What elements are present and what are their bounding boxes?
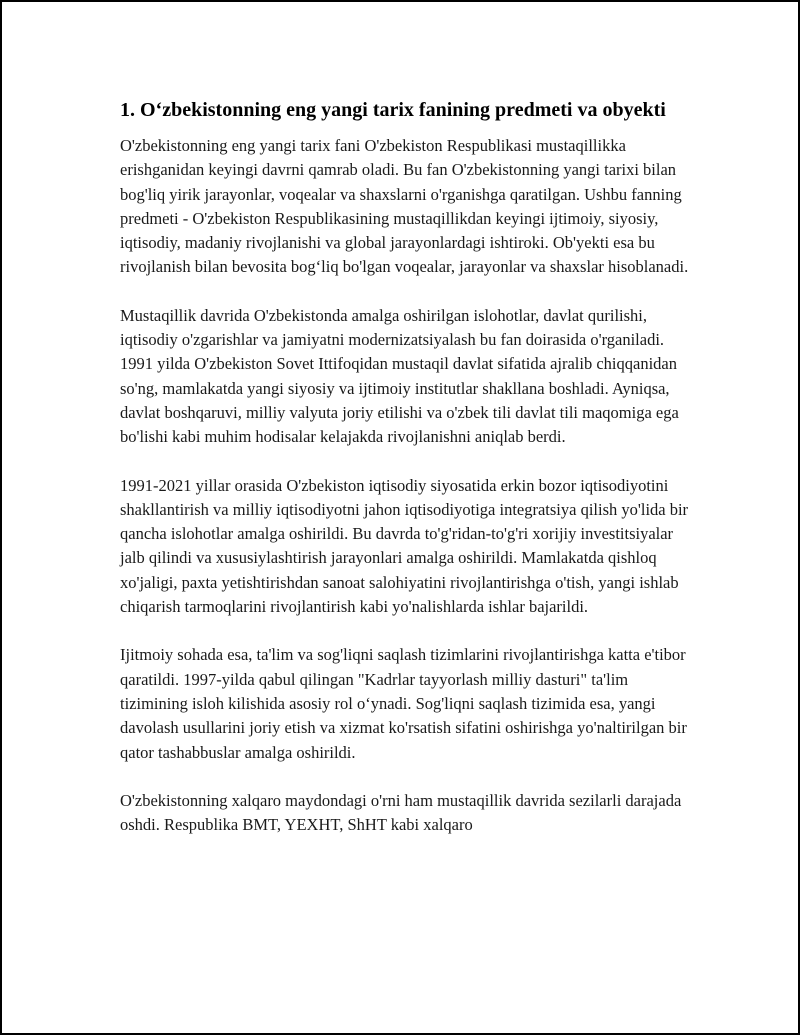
document-content [120,96,690,837]
paragraph-reforms: Mustaqillik davrida O'zbekistonda amalga oshirilgan islohotlar, davlat qurilishi, iqtisodiy o'zgarishlar va jamiyatni modernizatsiyalash bu fan doirasida o'rganiladi. 1991 yilda O'zbekiston Sovet Ittifoqidan mustaqil davlat sifatida ajralib chiqqanidan so'ng, mamlakatda yangi siyosiy va ijtimoiy institutlar shakllana boshladi. Ayniqsa, davlat boshqaruvi, milliy valyuta joriy etilishi va o'zbek tili davlat tili maqomiga ega bo'lishi kabi muhim hodisalar kelajakda rivojlanishni aniqlab berdi. [120,305,679,447]
paragraph-subject-object: O'zbekistonning eng yangi tarix fani O'zbekiston Respublikasi mustaqillikka erishganidan keyingi davrni qamrab oladi. Bu fan O'zbekistonning yangi tarixi bilan bog'liq yirik jarayonlar, voqealar va shaxslarni o'rganishga qaratilgan. Ushbu fanning predmeti - O'zbekiston Respublikasining mustaqillikdan keyingi ijtimoiy, siyosiy, iqtisodiy, madaniy rivojlanishi va global jarayonlardagi ishtiroki. Ob'yekti esa bu rivojlanish bilan bevosita bog‘liq bo'lgan voqealar, jarayonlar va shaxslar hisoblanadi. [120,136,689,277]
section-heading: 1. O‘zbekistonning eng yangi tarix fanining predmeti va obyekti [120,99,666,121]
paragraph-international: O'zbekistonning xalqaro maydondagi o'rni ham mustaqillik davrida sezilarli darajada oshdi. Respublika BMT, YEXHT, ShHT kabi xalqaro [120,790,682,835]
paragraph-economy: 1991-2021 yillar orasida O'zbekiston iqtisodiy siyosatida erkin bozor iqtisodiyotini shakllantirish va milliy iqtisodiyotni jahon iqtisodiyotiga integratsiya qilish yo'lida bir qancha islohotlar amalga oshirildi. Bu davrda to'g'ridan-to'g'ri xorijiy investitsiyalar jalb qilindi va xususiylashtirish jarayonlari amalga oshirildi. Mamlakatda qishloq xo'jaligi, paxta yetishtirishdan sanoat salohiyatini rivojlantirishga o'tish, yangi ishlab chiqarish tarmoqlarini rivojlantirish kabi yo'nalishlarda ishlar bajarildi. [120,475,689,617]
paragraph-social: Ijitmoiy sohada esa, ta'lim va sog'liqni saqlash tizimlarini rivojlantirishga katta e'tibor qaratildi. 1997-yilda qabul qilingan "Kadrlar tayyorlash milliy dasturi" ta'lim tizimining isloh kilishida asosiy rol o‘ynadi. Sog'liqni saqlash tizimida esa, yangi davolash usullarini joriy etish va xizmat ko'rsatish sifatini oshirishga yo'naltirilgan bir qator tashabbuslar amalga oshirildi. [120,645,687,762]
